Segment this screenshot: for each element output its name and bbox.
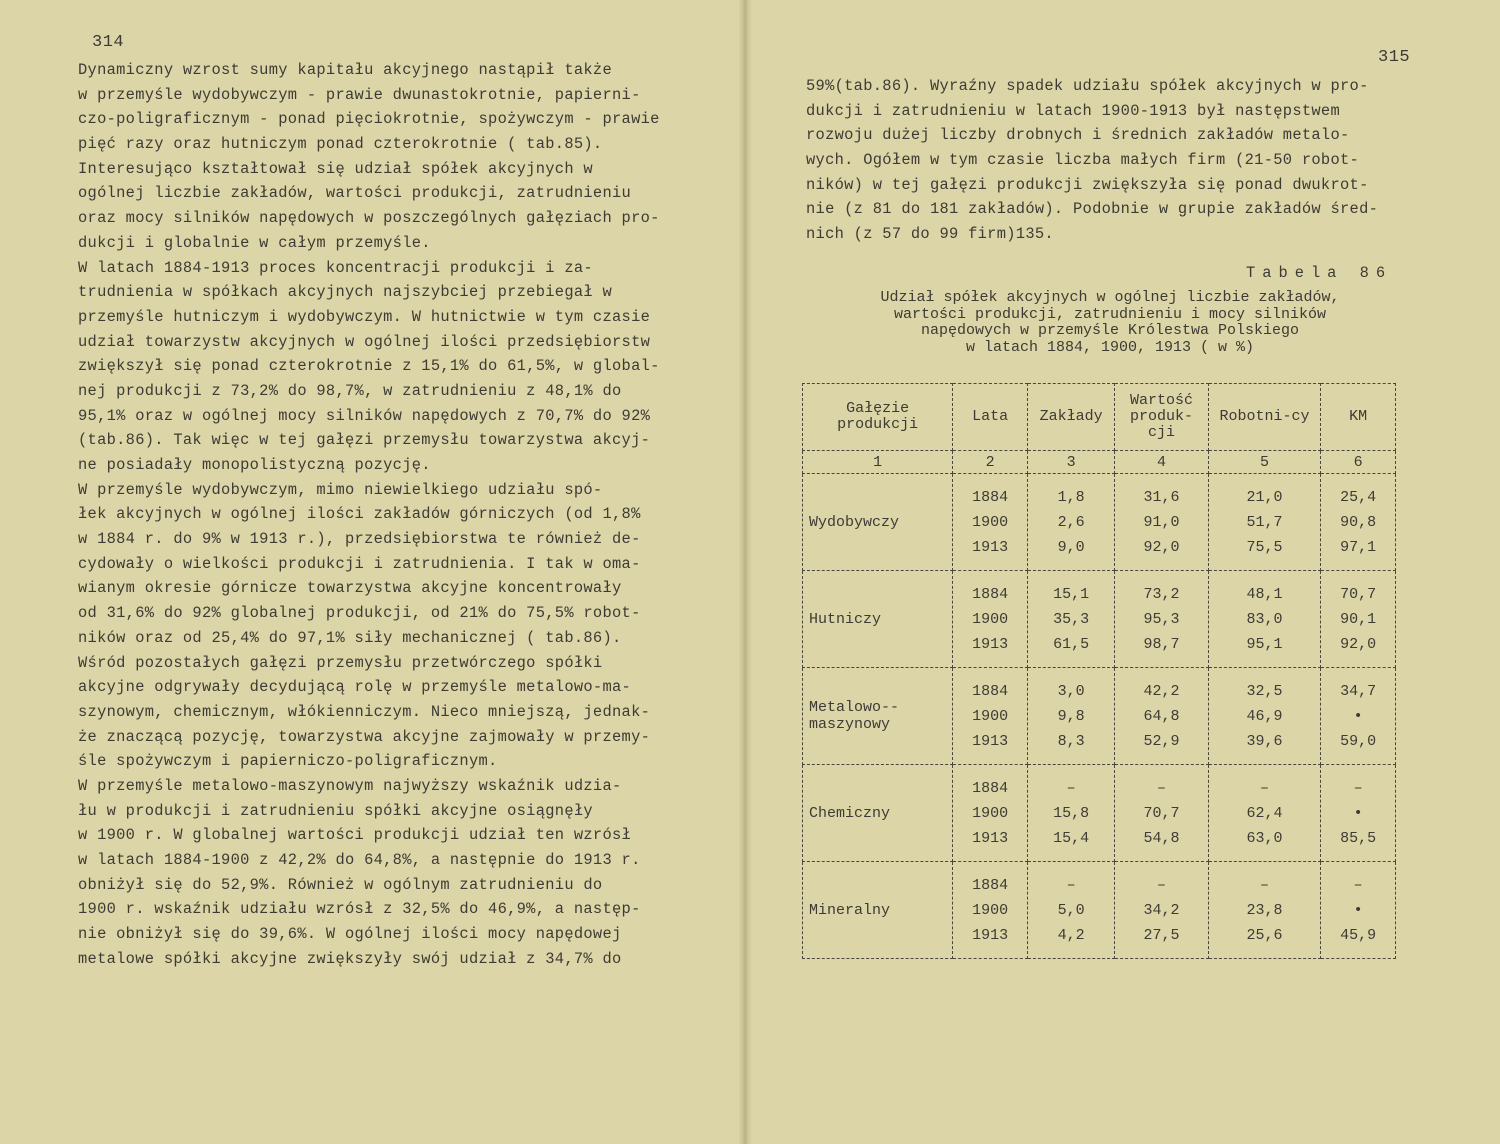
value-robotnicy: 75,5 — [1246, 538, 1283, 556]
text-line: od 31,6% do 92% globalnej produkcji, od 21% do 75,5% robot- — [78, 604, 641, 623]
cell-years — [953, 668, 1028, 765]
value-robotnicy: 48,1 — [1246, 585, 1283, 603]
value-years: 1913 — [972, 538, 1009, 556]
value-zaklady: 1,8 — [1057, 488, 1085, 506]
text-line: przemyśle hutniczym i wydobywczym. W hutnictwie w tym czasie — [78, 307, 651, 326]
value-years: 1900 — [972, 610, 1009, 628]
text-line: zwiększył się ponad czterokrotnie z 15,1% do 61,5%, w global- — [78, 357, 660, 376]
text-line: W latach 1884-1913 proces koncentracji produkcji i za- — [78, 258, 593, 277]
value-zaklady: – — [1066, 876, 1076, 894]
table-row — [803, 668, 1396, 765]
cell-zaklady — [1027, 571, 1114, 668]
text-line: nie obniżył się do 39,6%. W ogólnej ilości mocy napędowej — [78, 925, 622, 944]
cell-km — [1321, 474, 1396, 571]
text-line: nie (z 81 do 181 zakładów). Podobnie w grupie zakładów śred- — [806, 200, 1379, 219]
cell-km — [1321, 571, 1396, 668]
cell-wartosc — [1115, 474, 1209, 571]
value-robotnicy: 62,4 — [1246, 804, 1283, 822]
caption-line: Udział spółek akcyjnych w ogólnej liczbie zakładów, — [880, 289, 1340, 306]
value-km: • — [1353, 804, 1363, 822]
value-km: – — [1353, 876, 1363, 894]
column-number-row — [803, 451, 1396, 474]
value-zaklady: 8,3 — [1057, 732, 1085, 750]
page-number-left: 314 — [92, 33, 125, 52]
value-years: 1900 — [972, 513, 1009, 531]
caption-line: wartości produkcji, zatrudnieniu i mocy silników — [893, 305, 1327, 323]
header-km: KM — [1321, 384, 1396, 451]
value-zaklady: 3,0 — [1057, 682, 1085, 700]
text-line: metalowe spółki akcyjne zwiększyły swój udział z 34,7% do — [78, 949, 622, 968]
text-line: akcyjne odgrywały decydującą rolę w przemyśle metalowo-ma- — [78, 678, 632, 697]
value-years: 1900 — [972, 901, 1009, 919]
text-line: czo-poligraficznym - ponad pięciokrotnie, spożywczym - prawie — [78, 110, 660, 129]
value-wartosc: 34,2 — [1143, 901, 1180, 919]
value-robotnicy: 46,9 — [1246, 707, 1283, 725]
value-years: 1884 — [972, 779, 1009, 797]
text-line: w 1884 r. do 9% w 1913 r.), przedsiębiorstwa te również de- — [78, 530, 641, 549]
value-robotnicy: 95,1 — [1246, 635, 1283, 653]
text-line: 59%(tab.86). Wyraźny spadek udziału spółek akcyjnych w pro- — [806, 77, 1369, 95]
text-line: obniżył się do 52,9%. Również w ogólnym zatrudnieniu do — [78, 875, 603, 894]
text-line: ników oraz od 25,4% do 97,1% siły mechanicznej ( tab.86). — [78, 628, 622, 647]
value-zaklady: 61,5 — [1053, 635, 1090, 653]
value-km: 90,1 — [1340, 610, 1377, 628]
value-zaklady: 9,8 — [1057, 707, 1085, 725]
cell-wartosc — [1115, 862, 1209, 959]
header-zaklady: Zakłady — [1027, 384, 1114, 451]
value-wartosc: 54,8 — [1143, 829, 1180, 847]
text-line: ne posiadały monopolistyczną pozycję. — [78, 456, 431, 474]
text-line: rozwoju dużej liczby drobnych i średnich zakładów metalo- — [806, 126, 1350, 145]
text-line: dukcji i globalnie w całym przemyśle. — [78, 233, 431, 252]
text-line: w przemyśle wydobywczym - prawie dwunastokrotnie, papierni- — [78, 85, 641, 104]
text-line: 1900 r. wskaźnik udziału wzrósł z 32,5% do 46,9%, a następ- — [78, 900, 641, 919]
value-robotnicy: – — [1260, 876, 1270, 894]
value-km: 70,7 — [1340, 585, 1377, 603]
branch-name: Chemiczny — [803, 765, 953, 862]
value-wartosc: 91,0 — [1143, 513, 1180, 531]
value-wartosc: 42,2 — [1143, 682, 1180, 700]
value-wartosc: 95,3 — [1143, 610, 1180, 628]
table-row — [803, 571, 1396, 668]
text-line: w latach 1884-1900 z 42,2% do 64,8%, a następnie do 1913 r. — [78, 851, 641, 869]
value-wartosc: 92,0 — [1143, 538, 1180, 556]
value-years: 1884 — [972, 488, 1009, 506]
text-line: pięć razy oraz hutniczym ponad czterokrotnie ( tab.85). — [78, 135, 603, 154]
text-line: oraz mocy silników napędowych w poszczególnych gałęziach pro- — [78, 209, 660, 228]
text-line: Interesująco kształtował się udział spółek akcyjnych w — [78, 159, 593, 178]
value-robotnicy: 23,8 — [1246, 901, 1283, 919]
text-line: udział towarzystw akcyjnych w ogólnej ilości przedsiębiorstw — [78, 332, 651, 351]
column-number: 5 — [1208, 451, 1321, 474]
branch-name: Mineralny — [803, 862, 953, 959]
value-robotnicy: 39,6 — [1246, 732, 1283, 750]
column-number: 1 — [803, 451, 953, 474]
text-line: (tab.86). Tak więc w tej gałęzi przemysłu towarzystwa akcyj- — [78, 431, 651, 450]
text-line: ogólnej liczbie zakładów, wartości produkcji, zatrudnieniu — [78, 184, 632, 203]
value-robotnicy: 21,0 — [1246, 488, 1283, 506]
value-wartosc: 31,6 — [1143, 488, 1180, 506]
text-line: ników) w tej gałęzi produkcji zwiększyła się ponad dwukrot- — [806, 175, 1369, 194]
header-years: Lata — [953, 384, 1028, 451]
value-km: – — [1353, 779, 1363, 797]
value-km: 25,4 — [1340, 488, 1377, 506]
value-robotnicy: 83,0 — [1246, 610, 1283, 628]
text-line: W przemyśle wydobywczym, mimo niewielkiego udziału spó- — [78, 480, 603, 499]
left-page-body — [78, 58, 700, 971]
text-line: śle spożywczym i papierniczo-poligraficznym. — [78, 752, 498, 771]
table-86 — [802, 383, 1396, 959]
column-number: 3 — [1027, 451, 1114, 474]
text-line: nej produkcji z 73,2% do 98,7%, w zatrudnieniu z 48,1% do — [78, 381, 622, 400]
value-km: 90,8 — [1340, 513, 1377, 531]
cell-robotnicy — [1208, 571, 1321, 668]
cell-robotnicy — [1208, 668, 1321, 765]
header-wartosc: Wartość produk-cji — [1115, 384, 1209, 451]
text-line: łek akcyjnych w ogólnej ilości zakładów górniczych (od 1,8% — [78, 505, 641, 524]
value-years: 1913 — [972, 829, 1009, 847]
cell-wartosc — [1115, 571, 1209, 668]
value-km: 59,0 — [1340, 732, 1377, 750]
cell-zaklady — [1027, 862, 1114, 959]
column-number: 4 — [1115, 451, 1209, 474]
value-wartosc: 27,5 — [1143, 926, 1180, 944]
value-wartosc: – — [1157, 779, 1167, 797]
right-page-body — [806, 74, 1416, 247]
value-robotnicy: 25,6 — [1246, 926, 1283, 944]
value-zaklady: 9,0 — [1057, 538, 1085, 556]
table-caption — [820, 290, 1400, 356]
text-line: w 1900 r. W globalnej wartości produkcji udział ten wzrósł — [78, 826, 632, 845]
caption-line: w latach 1884, 1900, 1913 ( w %) — [965, 338, 1255, 356]
text-line: dukcji i zatrudnieniu w latach 1900-1913 był następstwem — [806, 101, 1341, 120]
text-line: trudnienia w spółkach akcyjnych najszybciej przebiegał w — [78, 283, 613, 302]
value-zaklady: 2,6 — [1057, 513, 1085, 531]
value-wartosc: 52,9 — [1143, 732, 1180, 750]
value-years: 1913 — [972, 732, 1009, 750]
branch-name: Metalowo--maszynowy — [803, 668, 953, 765]
column-number: 6 — [1321, 451, 1396, 474]
cell-zaklady — [1027, 765, 1114, 862]
cell-km — [1321, 668, 1396, 765]
value-wartosc: – — [1157, 876, 1167, 894]
text-line: 95,1% oraz w ogólnej mocy silników napędowych z 70,7% do 92% — [78, 406, 651, 425]
cell-zaklady — [1027, 474, 1114, 571]
cell-wartosc — [1115, 765, 1209, 862]
value-km: • — [1353, 707, 1363, 725]
cell-km — [1321, 765, 1396, 862]
text-line: W przemyśle metalowo-maszynowym najwyższy wskaźnik udzia- — [78, 776, 622, 795]
value-years: 1884 — [972, 876, 1009, 894]
value-zaklady: 15,1 — [1053, 585, 1090, 603]
value-km: 45,9 — [1340, 926, 1377, 944]
cell-years — [953, 474, 1028, 571]
text-line: cydowały o wielkości produkcji i zatrudnienia. I tak w oma- — [78, 554, 641, 573]
value-wartosc: 64,8 — [1143, 707, 1180, 725]
book-gutter — [738, 0, 752, 1144]
cell-wartosc — [1115, 668, 1209, 765]
cell-years — [953, 765, 1028, 862]
text-line: wych. Ogółem w tym czasie liczba małych firm (21-50 robot- — [806, 151, 1360, 170]
value-zaklady: 35,3 — [1053, 610, 1090, 628]
text-line: Dynamiczny wzrost sumy kapitału akcyjnego nastąpił także — [78, 61, 613, 79]
value-robotnicy: 32,5 — [1246, 682, 1283, 700]
value-years: 1884 — [972, 682, 1009, 700]
cell-zaklady — [1027, 668, 1114, 765]
value-zaklady: 15,8 — [1053, 804, 1090, 822]
table-row — [803, 765, 1396, 862]
value-km: • — [1353, 901, 1363, 919]
text-line: nich (z 57 do 99 firm)135. — [806, 225, 1054, 244]
value-robotnicy: 51,7 — [1246, 513, 1283, 531]
value-km: 85,5 — [1340, 829, 1377, 847]
value-years: 1884 — [972, 585, 1009, 603]
header-branch: Gałęzie produkcji — [803, 384, 953, 451]
value-years: 1900 — [972, 804, 1009, 822]
cell-robotnicy — [1208, 474, 1321, 571]
value-wartosc: 98,7 — [1143, 635, 1180, 653]
text-line: że znaczącą pozycję, towarzystwa akcyjne zajmowały w przemy- — [78, 727, 651, 746]
branch-name: Hutniczy — [803, 571, 953, 668]
cell-robotnicy — [1208, 862, 1321, 959]
value-zaklady: 5,0 — [1057, 901, 1085, 919]
page-number-right: 315 — [1378, 48, 1411, 67]
value-years: 1900 — [972, 707, 1009, 725]
text-line: łu w produkcji i zatrudnieniu spółki akcyjne osiągnęły — [78, 801, 593, 820]
value-km: 92,0 — [1340, 635, 1377, 653]
text-line: Wśród pozostałych gałęzi przemysłu przetwórczego spółki — [78, 653, 603, 672]
text-line: szynowym, chemicznym, włókienniczym. Nieco mniejszą, jednak- — [78, 702, 651, 721]
column-number: 2 — [953, 451, 1028, 474]
cell-years — [953, 571, 1028, 668]
value-robotnicy: – — [1260, 779, 1270, 797]
value-robotnicy: 63,0 — [1246, 829, 1283, 847]
cell-robotnicy — [1208, 765, 1321, 862]
text-line: wianym okresie górnicze towarzystwa akcyjne koncentrowały — [78, 579, 622, 598]
table-row — [803, 862, 1396, 959]
value-zaklady: 15,4 — [1053, 829, 1090, 847]
value-km: 97,1 — [1340, 538, 1377, 556]
branch-name: Wydobywczy — [803, 474, 953, 571]
caption-line: napędowych w przemyśle Królestwa Polskiego — [920, 322, 1300, 339]
value-wartosc: 73,2 — [1143, 585, 1180, 603]
table-row — [803, 474, 1396, 571]
value-km: 34,7 — [1340, 682, 1377, 700]
cell-years — [953, 862, 1028, 959]
value-years: 1913 — [972, 635, 1009, 653]
header-robotnicy: Robotni-cy — [1208, 384, 1321, 451]
value-zaklady: – — [1066, 779, 1076, 797]
value-zaklady: 4,2 — [1057, 926, 1085, 944]
cell-km — [1321, 862, 1396, 959]
value-wartosc: 70,7 — [1143, 804, 1180, 822]
value-years: 1913 — [972, 926, 1009, 944]
table-label: Tabela 86 — [1246, 264, 1393, 282]
